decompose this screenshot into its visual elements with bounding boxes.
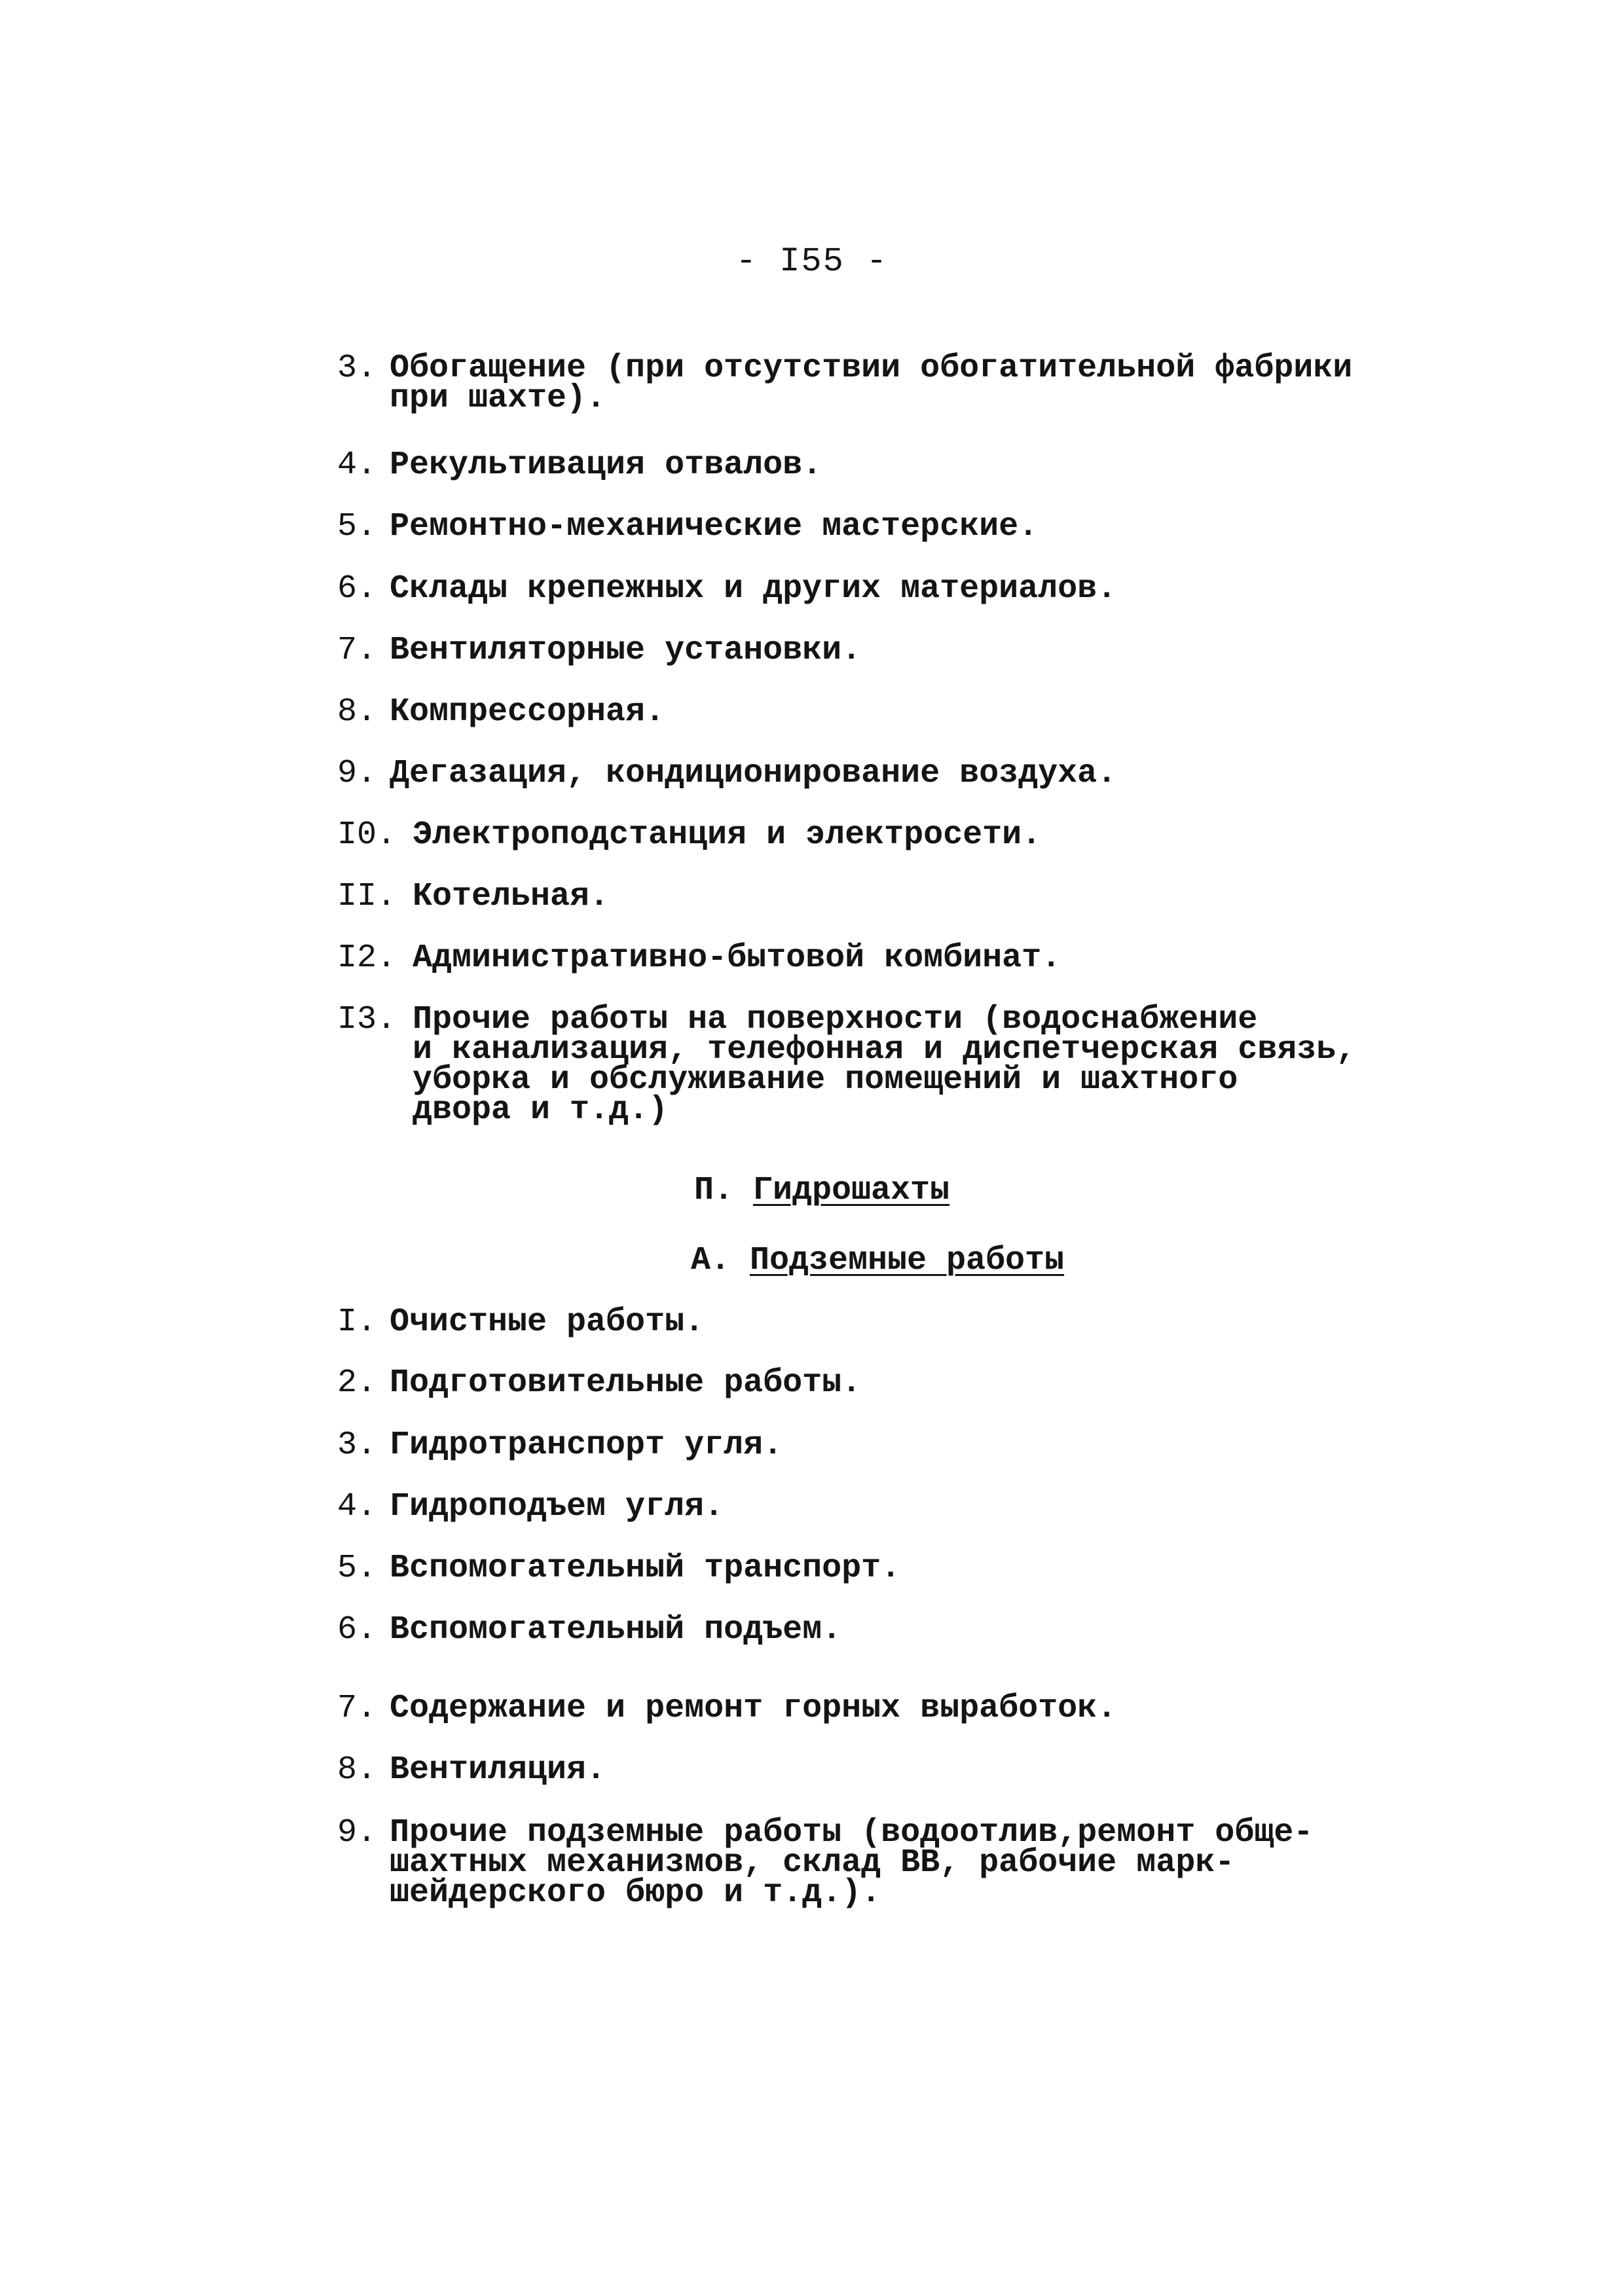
list-item: [337, 1690, 1117, 1727]
item-text: Гидротранспорт угля.: [390, 1427, 783, 1464]
item-text: Вспомогательный подъем.: [390, 1611, 842, 1649]
item-number: 3.: [337, 350, 377, 387]
item-number: 4.: [337, 446, 377, 484]
list-item: [337, 1751, 606, 1789]
item-number: 8.: [337, 693, 377, 731]
item-text: Ремонтно-механические мастерские.: [390, 508, 1039, 545]
list-item: [337, 1814, 1314, 1912]
item-text: Котельная.: [413, 878, 610, 915]
item-number: II.: [337, 878, 397, 915]
item-text: Административно-бытовой комбинат.: [413, 939, 1061, 977]
list-item: [337, 939, 1061, 977]
item-number: 6.: [337, 570, 377, 608]
item-number: 9.: [337, 1814, 377, 1851]
item-number: 2.: [337, 1364, 377, 1402]
list-item: [337, 816, 1042, 854]
item-text: Прочие работы на поверхности (водоснабжение и канализация, телефонная и диспетчерская связь, уборка и обслуживание помещений и шахтного двора и т.д.): [413, 1001, 1356, 1129]
item-text: Электроподстанция и электросети.: [413, 816, 1042, 854]
subsection-heading-prefix: А.: [690, 1242, 730, 1279]
list-item: [337, 1488, 724, 1525]
item-number: I3.: [337, 1001, 397, 1038]
subsection-heading: [0, 1242, 1624, 1279]
item-text: Дегазация, кондиционирование воздуха.: [390, 755, 1117, 792]
item-number: I2.: [337, 939, 397, 977]
item-text: Содержание и ремонт горных выработок.: [390, 1690, 1117, 1727]
section-heading-prefix: П.: [693, 1172, 733, 1209]
item-number: 3.: [337, 1427, 377, 1464]
item-text: Компрессорная.: [390, 693, 665, 731]
list-item: [337, 755, 1117, 792]
list-item: [337, 446, 822, 484]
item-text: Склады крепежных и других материалов.: [390, 570, 1117, 608]
page-number: - I55 -: [735, 242, 889, 281]
section-heading-title: Гидрошахты: [752, 1172, 950, 1209]
item-number: I0.: [337, 816, 397, 854]
list-item: [337, 1303, 705, 1341]
list-item: [337, 1550, 901, 1587]
item-text: Прочие подземные работы (водоотлив,ремонт обще- шахтных механизмов, склад ВВ, рабочие марк- шейдерского бюро и т.д.).: [390, 1814, 1314, 1912]
item-number: 7.: [337, 1690, 377, 1727]
item-text: Рекультивация отвалов.: [390, 446, 822, 484]
subsection-heading-title: Подземные работы: [749, 1242, 1065, 1279]
item-number: 6.: [337, 1611, 377, 1649]
list-item: [337, 878, 610, 915]
item-number: 8.: [337, 1751, 377, 1789]
item-number: 5.: [337, 508, 377, 545]
item-text: Подготовительные работы.: [390, 1364, 862, 1402]
item-text: Вентиляция.: [390, 1751, 606, 1789]
list-item: [337, 1611, 842, 1649]
item-text: Гидроподъем угля.: [390, 1488, 724, 1525]
list-item: [337, 632, 862, 669]
section-heading: [0, 1172, 1624, 1209]
item-number: 9.: [337, 755, 377, 792]
item-number: 7.: [337, 632, 377, 669]
item-text: Вентиляторные установки.: [390, 632, 862, 669]
item-text: Вспомогательный транспорт.: [390, 1550, 901, 1587]
list-item: [337, 1427, 783, 1464]
list-item: [337, 1001, 1356, 1129]
list-item: [337, 508, 1039, 545]
item-number: 4.: [337, 1488, 377, 1525]
item-number: 5.: [337, 1550, 377, 1587]
list-item: [337, 1364, 862, 1402]
item-text: Обогащение (при отсутствии обогатительной фабрики при шахте).: [390, 350, 1353, 417]
list-item: [337, 570, 1117, 608]
list-item: [337, 350, 1353, 417]
item-text: Очистные работы.: [390, 1303, 705, 1341]
item-number: I.: [337, 1303, 377, 1341]
list-item: [337, 693, 665, 731]
